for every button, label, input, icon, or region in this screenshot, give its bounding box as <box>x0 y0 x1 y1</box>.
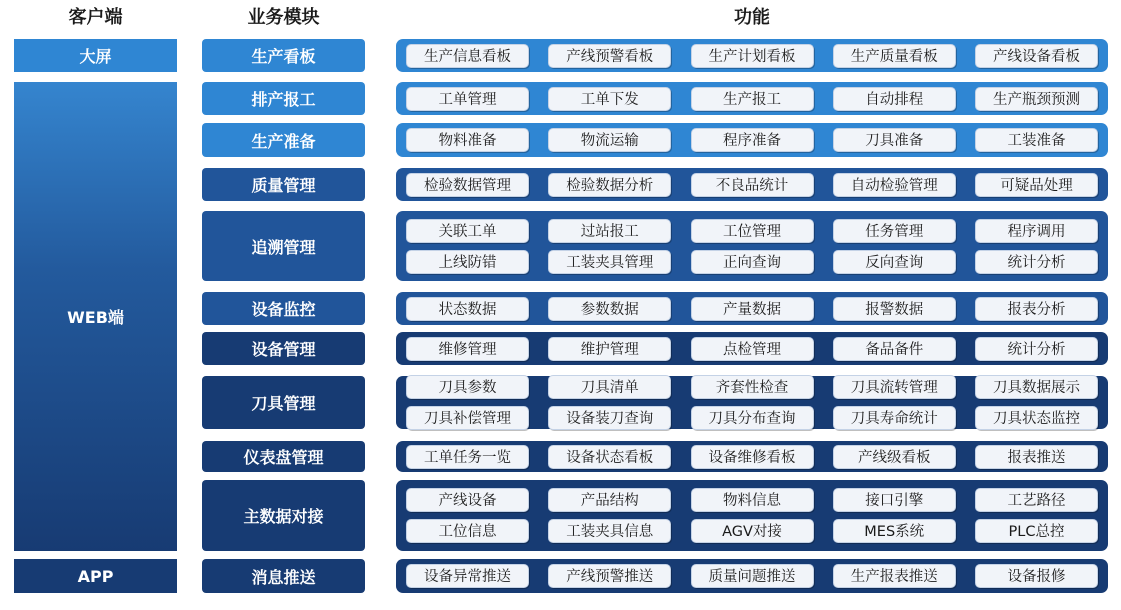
function-item: 点检管理 <box>691 337 814 361</box>
function-item: 刀具参数 <box>406 375 529 399</box>
function-group-2 <box>396 82 1108 115</box>
function-row <box>406 519 1098 543</box>
function-item: 报表推送 <box>975 445 1098 469</box>
function-item: 生产计划看板 <box>691 44 814 68</box>
function-item: 工位信息 <box>406 519 529 543</box>
function-item: MES系统 <box>833 519 956 543</box>
function-row <box>406 250 1098 274</box>
function-item: 工位管理 <box>691 219 814 243</box>
function-row <box>406 488 1098 512</box>
function-item: 产品结构 <box>548 488 671 512</box>
function-item: 质量问题推送 <box>691 564 814 588</box>
module-3: 生产准备 <box>202 123 365 157</box>
module-2: 排产报工 <box>202 82 365 115</box>
function-group-11 <box>396 559 1108 593</box>
function-group-8 <box>396 376 1108 429</box>
function-item: 设备装刀查询 <box>548 406 671 430</box>
function-item: 产线设备 <box>406 488 529 512</box>
header-module: 业务模块 <box>247 7 320 28</box>
function-row <box>406 87 1098 111</box>
function-group-7 <box>396 332 1108 365</box>
function-item: 自动检验管理 <box>833 173 956 197</box>
function-row <box>406 564 1098 588</box>
function-item: 统计分析 <box>975 250 1098 274</box>
function-item: 关联工单 <box>406 219 529 243</box>
function-group-1 <box>396 39 1108 72</box>
function-row <box>406 297 1098 321</box>
function-item: 可疑品处理 <box>975 173 1098 197</box>
function-item: 工装夹具管理 <box>548 250 671 274</box>
function-item: 工装夹具信息 <box>548 519 671 543</box>
function-item: 刀具流转管理 <box>833 375 956 399</box>
function-item: 统计分析 <box>975 337 1098 361</box>
function-item: 产量数据 <box>691 297 814 321</box>
function-item: 程序准备 <box>691 128 814 152</box>
function-item: 刀具状态监控 <box>975 406 1098 430</box>
function-item: 物流运输 <box>548 128 671 152</box>
function-item: 设备维修看板 <box>691 445 814 469</box>
function-item: 维护管理 <box>548 337 671 361</box>
function-item: 工单下发 <box>548 87 671 111</box>
function-item: 刀具清单 <box>548 375 671 399</box>
header-client: 客户端 <box>68 7 123 28</box>
function-item: 刀具数据展示 <box>975 375 1098 399</box>
function-item: 设备状态看板 <box>548 445 671 469</box>
function-group-9 <box>396 441 1108 472</box>
function-item: 维修管理 <box>406 337 529 361</box>
client-web: WEB端 <box>14 82 177 551</box>
function-group-5 <box>396 211 1108 281</box>
client-app: APP <box>14 559 177 593</box>
header-function: 功能 <box>734 7 770 28</box>
function-item: 反向查询 <box>833 250 956 274</box>
function-item: 刀具分布查询 <box>691 406 814 430</box>
module-11: 消息推送 <box>202 559 365 593</box>
function-group-10 <box>396 480 1108 551</box>
function-item: 物料信息 <box>691 488 814 512</box>
function-item: 刀具准备 <box>833 128 956 152</box>
module-6: 设备监控 <box>202 292 365 325</box>
function-item: PLC总控 <box>975 519 1098 543</box>
client-big-screen: 大屏 <box>14 39 177 72</box>
function-item: 上线防错 <box>406 250 529 274</box>
function-item: 设备报修 <box>975 564 1098 588</box>
function-item: 任务管理 <box>833 219 956 243</box>
module-1: 生产看板 <box>202 39 365 72</box>
function-row <box>406 375 1098 399</box>
function-item: 生产报工 <box>691 87 814 111</box>
function-item: 接口引擎 <box>833 488 956 512</box>
module-9: 仪表盘管理 <box>202 441 365 472</box>
function-group-4 <box>396 168 1108 201</box>
function-item: 工单任务一览 <box>406 445 529 469</box>
module-8: 刀具管理 <box>202 376 365 429</box>
function-item: 工装准备 <box>975 128 1098 152</box>
function-item: 齐套性检查 <box>691 375 814 399</box>
function-item: AGV对接 <box>691 519 814 543</box>
module-4: 质量管理 <box>202 168 365 201</box>
function-item: 状态数据 <box>406 297 529 321</box>
function-item: 检验数据管理 <box>406 173 529 197</box>
function-item: 生产质量看板 <box>833 44 956 68</box>
module-5: 追溯管理 <box>202 211 365 281</box>
function-item: 过站报工 <box>548 219 671 243</box>
function-item: 备品备件 <box>833 337 956 361</box>
function-group-3 <box>396 123 1108 157</box>
module-10: 主数据对接 <box>202 480 365 551</box>
function-item: 不良品统计 <box>691 173 814 197</box>
function-item: 工艺路径 <box>975 488 1098 512</box>
function-item: 产线级看板 <box>833 445 956 469</box>
function-item: 程序调用 <box>975 219 1098 243</box>
function-item: 检验数据分析 <box>548 173 671 197</box>
function-item: 参数数据 <box>548 297 671 321</box>
function-item: 自动排程 <box>833 87 956 111</box>
function-item: 产线设备看板 <box>975 44 1098 68</box>
function-row <box>406 406 1098 430</box>
function-item: 产线预警推送 <box>548 564 671 588</box>
function-row <box>406 219 1098 243</box>
function-row <box>406 128 1098 152</box>
function-item: 设备异常推送 <box>406 564 529 588</box>
function-item: 产线预警看板 <box>548 44 671 68</box>
function-item: 生产信息看板 <box>406 44 529 68</box>
function-row <box>406 44 1098 68</box>
function-item: 工单管理 <box>406 87 529 111</box>
function-item: 刀具补偿管理 <box>406 406 529 430</box>
function-item: 物料准备 <box>406 128 529 152</box>
function-row <box>406 173 1098 197</box>
function-row <box>406 445 1098 469</box>
function-item: 报表分析 <box>975 297 1098 321</box>
module-7: 设备管理 <box>202 332 365 365</box>
function-row <box>406 337 1098 361</box>
function-group-6 <box>396 292 1108 325</box>
function-item: 正向查询 <box>691 250 814 274</box>
function-item: 报警数据 <box>833 297 956 321</box>
function-item: 生产瓶颈预测 <box>975 87 1098 111</box>
function-item: 生产报表推送 <box>833 564 956 588</box>
function-item: 刀具寿命统计 <box>833 406 956 430</box>
